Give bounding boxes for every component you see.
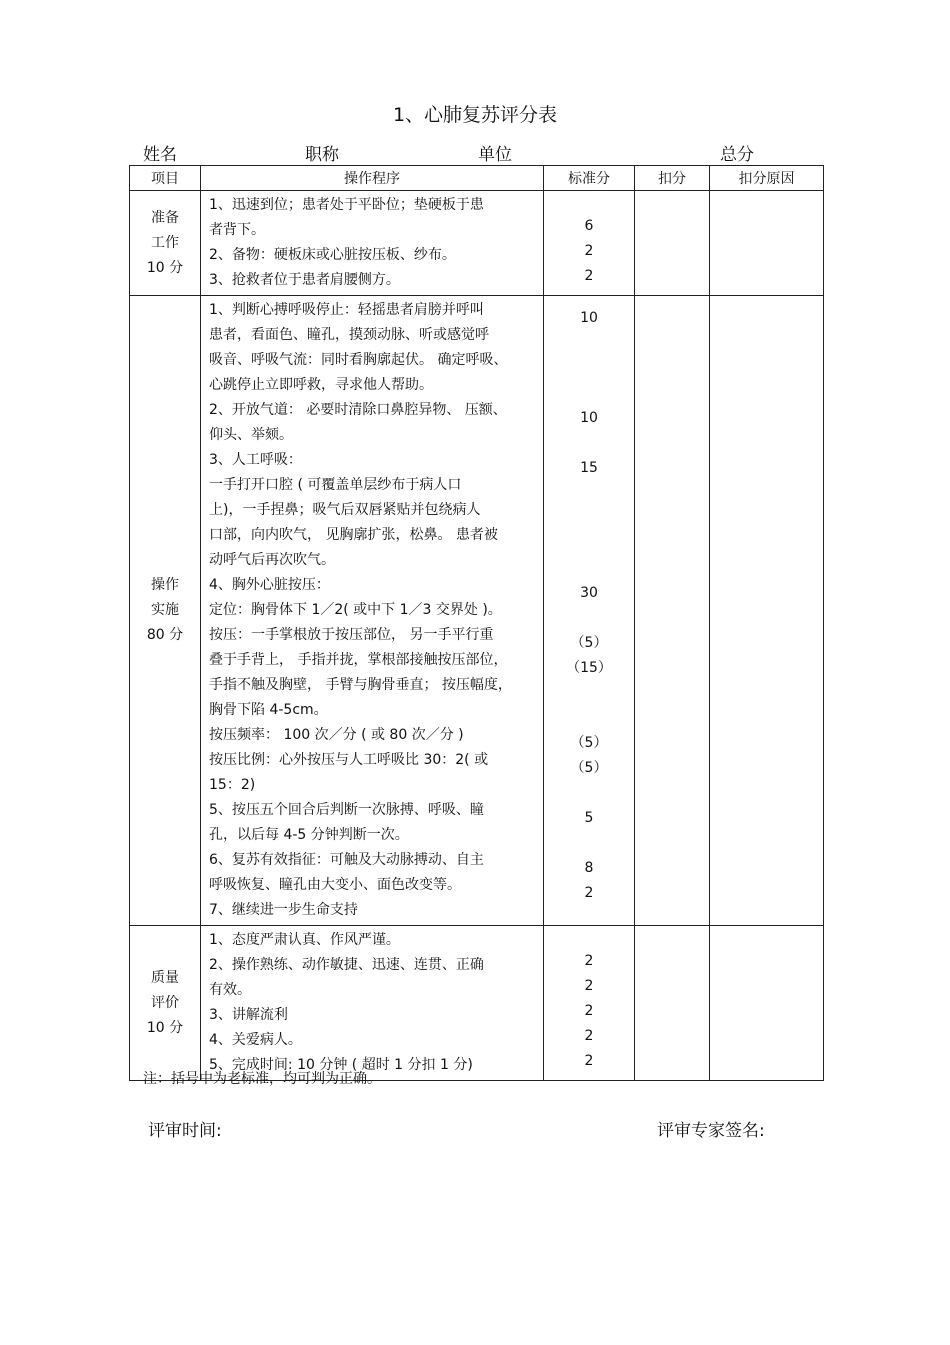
procedure-line: 胸骨下陷 4-5cm。 <box>209 702 328 718</box>
standard-score-cell <box>544 191 635 296</box>
standard-score: 2 <box>584 977 594 994</box>
expert-signature-label: 评审专家签名: <box>657 1121 765 1141</box>
section-label-line: 质量 <box>151 969 179 986</box>
deduction-reason-cell[interactable] <box>710 296 824 926</box>
deduction-cell[interactable] <box>635 926 710 1081</box>
page-title: 1、心肺复苏评分表 <box>392 104 558 126</box>
procedure-line: 吸音、呼吸气流：同时看胸廓起伏。 确定呼吸、 <box>209 352 508 368</box>
standard-score: 2 <box>584 952 594 969</box>
section-label-line: 操作 <box>151 577 179 593</box>
procedure-line: 呼吸恢复、瞳孔由大变小、面色改变等。 <box>209 877 461 893</box>
section-row-preparation <box>130 191 824 296</box>
header-standard-score: 标准分 <box>544 166 635 191</box>
section-label-line: 10 分 <box>146 1019 184 1036</box>
section-row-quality <box>130 926 824 1081</box>
procedure-line: 按压：一手掌根放于按压部位， 另一手平行重 <box>209 627 494 643</box>
header-deduction: 扣分 <box>635 166 710 191</box>
section-label-line: 80 分 <box>146 627 184 643</box>
standard-score: （5） <box>570 735 608 751</box>
header-procedure: 操作程序 <box>201 166 544 191</box>
procedure-line: 者背下。 <box>209 222 265 238</box>
standard-score: 2 <box>584 242 594 259</box>
score-table <box>129 165 824 1081</box>
deduction-reason-cell[interactable] <box>710 926 824 1081</box>
standard-score: 30 <box>580 585 598 601</box>
procedure-line: 患者，看面色、瞳孔，摸颈动脉、听或感觉呼 <box>209 327 489 343</box>
procedure-line: 上)，一手捏鼻；吸气后双唇紧贴并包绕病人 <box>209 502 481 518</box>
procedure-line: 仰头、举颏。 <box>209 427 293 443</box>
section-label-line: 实施 <box>151 602 179 618</box>
procedure-line: 孔，以后每 4-5 分钟判断一次。 <box>209 827 409 843</box>
standard-score: （5） <box>570 635 608 651</box>
standard-score: 5 <box>584 810 594 826</box>
procedure-line: 6、复苏有效指征：可触及大动脉搏动、自主 <box>209 852 484 868</box>
procedure-line: 4、关爱病人。 <box>209 1032 302 1048</box>
position-label: 职称 <box>305 145 339 165</box>
standard-score: 2 <box>584 885 594 901</box>
procedure-line: 3、抢救者位于患者肩腰侧方。 <box>209 272 400 288</box>
unit-label: 单位 <box>478 145 512 165</box>
table-header-row <box>130 166 824 191</box>
procedure-line: 口部，向内吹气， 见胸廓扩张，松鼻。 患者被 <box>209 527 498 543</box>
procedure-line: 动呼气后再次吹气。 <box>209 552 335 568</box>
standard-score: 6 <box>584 217 594 234</box>
standard-score: 2 <box>584 1027 594 1044</box>
deduction-cell[interactable] <box>635 296 710 926</box>
procedure-line: 5、完成时间: 10 分钟 ( 超时 1 分扣 1 分) <box>209 1057 473 1073</box>
procedure-line: 2、开放气道： 必要时清除口鼻腔异物、 压额、 <box>209 402 507 418</box>
name-label: 姓名 <box>143 145 177 165</box>
procedure-line: 定位：胸骨体下 1／2( 或中下 1／3 交界处 )。 <box>209 602 502 618</box>
procedure-line: 一手打开口腔 ( 可覆盖单层纱布于病人口 <box>209 477 462 493</box>
procedure-line: 2、备物：硬板床或心脏按压板、纱布。 <box>209 247 456 263</box>
section-label <box>130 296 201 926</box>
procedure-line: 按压频率： 100 次／分 ( 或 80 次／分 ) <box>209 727 464 743</box>
procedure-line: 2、操作熟练、动作敏捷、迅速、连贯、正确 <box>209 957 484 973</box>
section-label <box>130 926 201 1081</box>
procedure-line: 1、判断心搏呼吸停止：轻摇患者肩膀并呼叫 <box>209 302 484 318</box>
procedure-line: 按压比例：心外按压与人工呼吸比 30：2( 或 <box>209 752 489 768</box>
section-label-line: 评价 <box>151 994 179 1011</box>
review-time-label: 评审时间: <box>148 1121 222 1141</box>
standard-score: （15） <box>566 660 612 676</box>
header-item: 项目 <box>130 166 201 191</box>
standard-score: （5） <box>570 760 608 776</box>
standard-score: 15 <box>580 460 598 476</box>
standard-score: 2 <box>584 1002 594 1019</box>
deduction-cell[interactable] <box>635 191 710 296</box>
standard-score: 10 <box>580 310 598 326</box>
procedure-line: 7、继续进一步生命支持 <box>209 902 358 918</box>
procedure-line: 15：2) <box>209 777 256 793</box>
procedure-cell <box>201 191 544 296</box>
standard-score-cell <box>544 296 635 926</box>
procedure-line: 1、迅速到位；患者处于平卧位；垫硬板于患 <box>209 197 484 213</box>
total-label: 总分 <box>720 145 754 165</box>
procedure-line: 手指不触及胸壁， 手臂与胸骨垂直； 按压幅度， <box>209 677 512 693</box>
footnote: 注：括号中为老标准，均可判为正确。 <box>143 1071 381 1087</box>
standard-score: 2 <box>584 267 594 284</box>
section-row-operation <box>130 296 824 926</box>
section-label-line: 工作 <box>151 234 179 251</box>
procedure-line: 有效。 <box>209 982 251 998</box>
procedure-line: 3、讲解流利 <box>209 1007 288 1023</box>
deduction-reason-cell[interactable] <box>710 191 824 296</box>
section-label <box>130 191 201 296</box>
standard-score: 2 <box>584 1052 594 1069</box>
procedure-line: 3、人工呼吸： <box>209 452 302 468</box>
section-label-line: 准备 <box>151 209 179 226</box>
procedure-cell <box>201 926 544 1081</box>
procedure-cell <box>201 296 544 926</box>
header-deduction-reason: 扣分原因 <box>710 166 824 191</box>
procedure-line: 叠于手背上， 手指并拢，掌根部接触按压部位， <box>209 652 508 668</box>
standard-score-cell <box>544 926 635 1081</box>
procedure-line: 5、按压五个回合后判断一次脉搏、呼吸、瞳 <box>209 802 484 818</box>
standard-score: 10 <box>580 410 598 426</box>
procedure-line: 4、胸外心脏按压： <box>209 577 330 593</box>
procedure-line: 心跳停止立即呼救，寻求他人帮助。 <box>209 377 433 393</box>
section-label-line: 10 分 <box>146 259 184 276</box>
procedure-line: 1、态度严肃认真、作风严谨。 <box>209 932 400 948</box>
standard-score: 8 <box>584 860 594 876</box>
